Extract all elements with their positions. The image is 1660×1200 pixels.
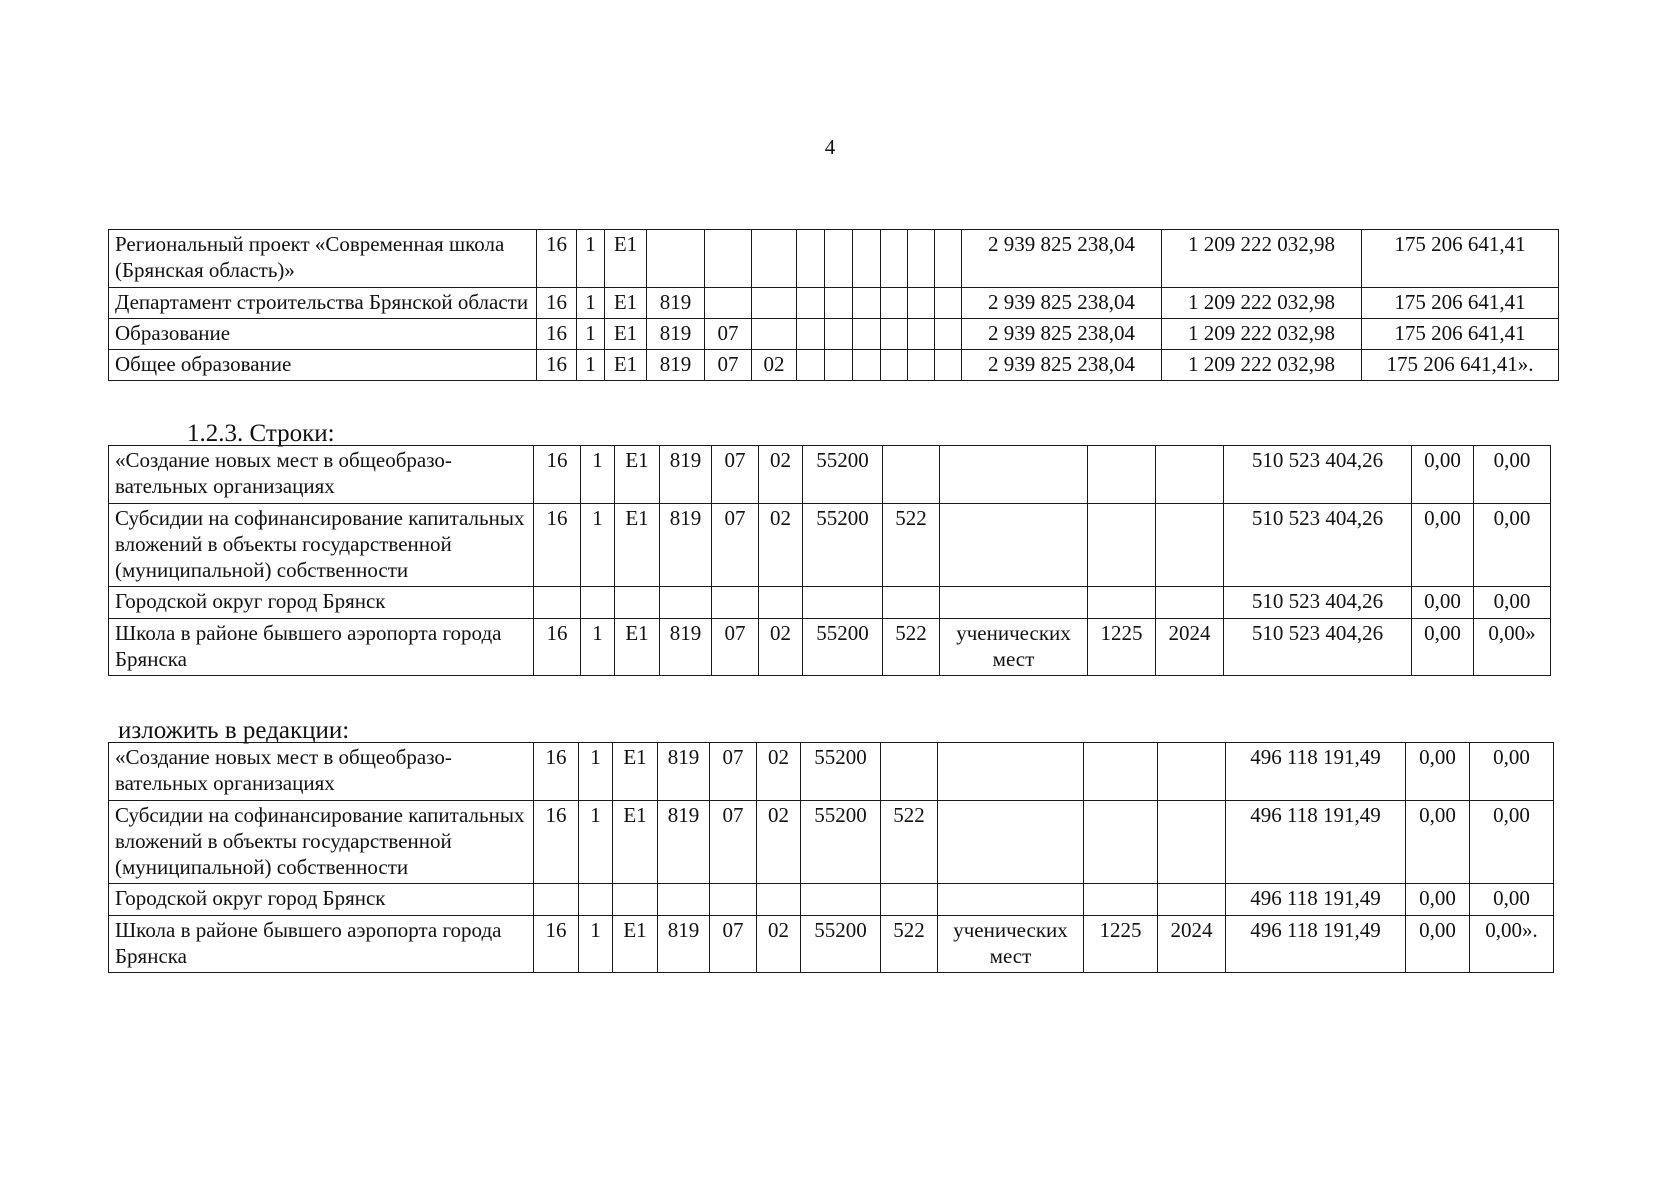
code-cell: 16 (537, 230, 577, 288)
amount-cell: 2 939 825 238,04 (962, 230, 1162, 288)
row-name: Школа в районе бывшего аэропорта города Брянска (109, 915, 534, 973)
amount-cell: 510 523 404,26 (1224, 503, 1412, 587)
code-cell: 1 (581, 618, 615, 676)
code-cell: 1 (577, 287, 605, 318)
amount-cell: 0,00 (1412, 503, 1474, 587)
code-cell (797, 350, 825, 381)
code-cell (797, 318, 825, 349)
code-cell (825, 318, 853, 349)
code-cell: 55200 (803, 503, 883, 587)
code-cell: 1 (581, 446, 615, 504)
row-name: Субсидии на софинансирование капитальных вложений в объекты государственной (муниципальной) собственности (109, 503, 534, 587)
amount-cell: 496 118 191,49 (1226, 743, 1406, 801)
code-cell (705, 287, 752, 318)
code-cell (660, 587, 712, 618)
code-cell (801, 884, 881, 915)
amount-cell: 0,00 (1406, 800, 1470, 884)
code-cell: 819 (660, 446, 712, 504)
unit-cell: ученических мест (938, 915, 1084, 973)
code-cell: 07 (710, 915, 757, 973)
year-cell (1158, 800, 1226, 884)
code-cell (752, 318, 797, 349)
amount-cell: 0,00 (1406, 884, 1470, 915)
code-cell: 16 (537, 287, 577, 318)
code-cell: 55200 (803, 618, 883, 676)
amount-cell: 0,00 (1470, 800, 1554, 884)
year-cell (1156, 446, 1224, 504)
amount-cell: 175 206 641,41». (1362, 350, 1559, 381)
code-cell: 02 (757, 800, 801, 884)
code-cell (797, 287, 825, 318)
code-cell: 1 (577, 230, 605, 288)
code-cell (579, 884, 613, 915)
code-cell: E1 (615, 618, 660, 676)
code-cell: 819 (658, 800, 710, 884)
row-name: «Создание новых мест в общеобразо-вательных организациях (109, 446, 534, 504)
capacity-cell (1084, 743, 1158, 801)
capacity-cell (1088, 503, 1156, 587)
code-cell: 16 (534, 446, 581, 504)
table-row (109, 884, 1554, 915)
amount-cell: 0,00 (1470, 743, 1554, 801)
amount-cell: 2 939 825 238,04 (962, 287, 1162, 318)
code-cell: 819 (660, 503, 712, 587)
year-cell: 2024 (1158, 915, 1226, 973)
amount-cell: 175 206 641,41 (1362, 230, 1559, 288)
table-row (109, 800, 1554, 884)
code-cell: 819 (647, 287, 705, 318)
code-cell: 07 (712, 446, 759, 504)
code-cell: 07 (712, 503, 759, 587)
row-name: Образование (109, 318, 537, 349)
unit-cell (940, 446, 1088, 504)
code-cell (908, 350, 935, 381)
code-cell (825, 230, 853, 288)
code-cell (581, 587, 615, 618)
code-cell: E1 (605, 230, 647, 288)
amount-cell: 0,00 (1474, 446, 1551, 504)
code-cell: 07 (712, 618, 759, 676)
budget-table-old (108, 445, 1551, 676)
code-cell (881, 743, 938, 801)
code-cell: 1 (579, 743, 613, 801)
unit-cell (938, 743, 1084, 801)
code-cell: E1 (605, 318, 647, 349)
code-cell (613, 884, 658, 915)
code-cell: 819 (658, 743, 710, 801)
code-cell (853, 318, 881, 349)
year-cell (1156, 587, 1224, 618)
unit-cell (938, 884, 1084, 915)
table-row (109, 587, 1551, 618)
amount-cell: 0,00 (1474, 587, 1551, 618)
code-cell: 07 (705, 350, 752, 381)
unit-cell (940, 587, 1088, 618)
amount-cell: 0,00 (1470, 884, 1554, 915)
code-cell (881, 884, 938, 915)
table-row (109, 350, 1559, 381)
amount-cell: 0,00 (1412, 618, 1474, 676)
row-name: «Создание новых мест в общеобразо-вательных организациях (109, 743, 534, 801)
code-cell: 02 (752, 350, 797, 381)
code-cell (759, 587, 803, 618)
code-cell: 522 (883, 618, 940, 676)
capacity-cell (1084, 884, 1158, 915)
year-cell (1156, 503, 1224, 587)
code-cell (757, 884, 801, 915)
year-cell (1158, 884, 1226, 915)
amount-cell: 2 939 825 238,04 (962, 350, 1162, 381)
code-cell: 16 (534, 503, 581, 587)
row-name: Школа в районе бывшего аэропорта города Брянска (109, 618, 534, 676)
page-number: 4 (824, 135, 836, 159)
row-name: Региональный проект «Современная школа (Брянская область)» (109, 230, 537, 288)
code-cell (853, 230, 881, 288)
code-cell (710, 884, 757, 915)
amount-cell: 175 206 641,41 (1362, 318, 1559, 349)
code-cell (647, 230, 705, 288)
code-cell: 02 (757, 743, 801, 801)
code-cell (935, 350, 962, 381)
code-cell (712, 587, 759, 618)
code-cell: 1 (577, 350, 605, 381)
code-cell (752, 287, 797, 318)
capacity-cell: 1225 (1084, 915, 1158, 973)
code-cell: 522 (881, 915, 938, 973)
table-row (109, 618, 1551, 676)
code-cell: 07 (710, 743, 757, 801)
year-cell (1158, 743, 1226, 801)
table-row (109, 915, 1554, 973)
code-cell (935, 287, 962, 318)
code-cell: E1 (613, 800, 658, 884)
code-cell: 55200 (801, 800, 881, 884)
code-cell: 819 (647, 350, 705, 381)
code-cell (534, 884, 579, 915)
table-row (109, 318, 1559, 349)
code-cell (797, 230, 825, 288)
amount-cell: 0,00» (1474, 618, 1551, 676)
code-cell (881, 287, 908, 318)
code-cell (615, 587, 660, 618)
row-name: Субсидии на софинансирование капитальных вложений в объекты государственной (муниципальной) собственности (109, 800, 534, 884)
amount-cell: 0,00 (1406, 915, 1470, 973)
code-cell (803, 587, 883, 618)
amount-cell: 0,00 (1474, 503, 1551, 587)
code-cell: E1 (613, 743, 658, 801)
amount-cell: 496 118 191,49 (1226, 915, 1406, 973)
amount-cell: 1 209 222 032,98 (1162, 318, 1362, 349)
code-cell: 55200 (801, 915, 881, 973)
code-cell: 16 (534, 618, 581, 676)
code-cell (825, 287, 853, 318)
code-cell: 522 (883, 503, 940, 587)
code-cell: E1 (615, 446, 660, 504)
table-row (109, 287, 1559, 318)
code-cell: 07 (705, 318, 752, 349)
budget-table-top (108, 229, 1559, 381)
code-cell (935, 318, 962, 349)
code-cell: 1 (579, 915, 613, 973)
capacity-cell (1088, 446, 1156, 504)
code-cell: E1 (605, 350, 647, 381)
amount-cell: 510 523 404,26 (1224, 446, 1412, 504)
row-name: Департамент строительства Брянской области (109, 287, 537, 318)
amount-cell: 175 206 641,41 (1362, 287, 1559, 318)
amount-cell: 2 939 825 238,04 (962, 318, 1162, 349)
code-cell (908, 230, 935, 288)
amount-cell: 1 209 222 032,98 (1162, 230, 1362, 288)
code-cell (752, 230, 797, 288)
code-cell: 819 (658, 915, 710, 973)
code-cell: 02 (759, 503, 803, 587)
code-cell: 16 (537, 318, 577, 349)
table-row (109, 230, 1559, 288)
capacity-cell: 1225 (1088, 618, 1156, 676)
amount-cell: 0,00». (1470, 915, 1554, 973)
amount-cell: 0,00 (1412, 587, 1474, 618)
table-row (109, 743, 1554, 801)
code-cell: E1 (615, 503, 660, 587)
amount-cell: 0,00 (1406, 743, 1470, 801)
code-cell: 1 (579, 800, 613, 884)
row-name: Общее образование (109, 350, 537, 381)
section-edit-label: изложить в редакции: (118, 717, 350, 744)
table-row (109, 503, 1551, 587)
code-cell: 819 (660, 618, 712, 676)
code-cell: 16 (537, 350, 577, 381)
code-cell (853, 350, 881, 381)
row-name: Городской округ город Брянск (109, 587, 534, 618)
code-cell (935, 230, 962, 288)
code-cell: 819 (647, 318, 705, 349)
code-cell (881, 350, 908, 381)
code-cell (908, 318, 935, 349)
capacity-cell (1088, 587, 1156, 618)
amount-cell: 1 209 222 032,98 (1162, 350, 1362, 381)
amount-cell: 1 209 222 032,98 (1162, 287, 1362, 318)
code-cell: 1 (581, 503, 615, 587)
unit-cell (938, 800, 1084, 884)
code-cell: 1 (577, 318, 605, 349)
code-cell: 522 (881, 800, 938, 884)
code-cell: 02 (759, 446, 803, 504)
amount-cell: 496 118 191,49 (1226, 884, 1406, 915)
amount-cell: 510 523 404,26 (1224, 587, 1412, 618)
code-cell: 16 (534, 800, 579, 884)
code-cell: 07 (710, 800, 757, 884)
code-cell: 16 (534, 915, 579, 973)
code-cell: 02 (757, 915, 801, 973)
code-cell (883, 446, 940, 504)
unit-cell (940, 503, 1088, 587)
table-row (109, 446, 1551, 504)
code-cell (881, 230, 908, 288)
code-cell (853, 287, 881, 318)
capacity-cell (1084, 800, 1158, 884)
code-cell (534, 587, 581, 618)
code-cell (825, 350, 853, 381)
code-cell: 55200 (801, 743, 881, 801)
code-cell: 02 (759, 618, 803, 676)
budget-table-new (108, 742, 1554, 973)
code-cell (883, 587, 940, 618)
code-cell (908, 287, 935, 318)
section-rows-label: 1.2.3. Строки: (187, 420, 335, 447)
code-cell (658, 884, 710, 915)
code-cell (705, 230, 752, 288)
amount-cell: 496 118 191,49 (1226, 800, 1406, 884)
unit-cell: ученических мест (940, 618, 1088, 676)
amount-cell: 0,00 (1412, 446, 1474, 504)
code-cell (881, 318, 908, 349)
code-cell: E1 (605, 287, 647, 318)
code-cell: E1 (613, 915, 658, 973)
amount-cell: 510 523 404,26 (1224, 618, 1412, 676)
code-cell: 55200 (803, 446, 883, 504)
row-name: Городской округ город Брянск (109, 884, 534, 915)
code-cell: 16 (534, 743, 579, 801)
year-cell: 2024 (1156, 618, 1224, 676)
